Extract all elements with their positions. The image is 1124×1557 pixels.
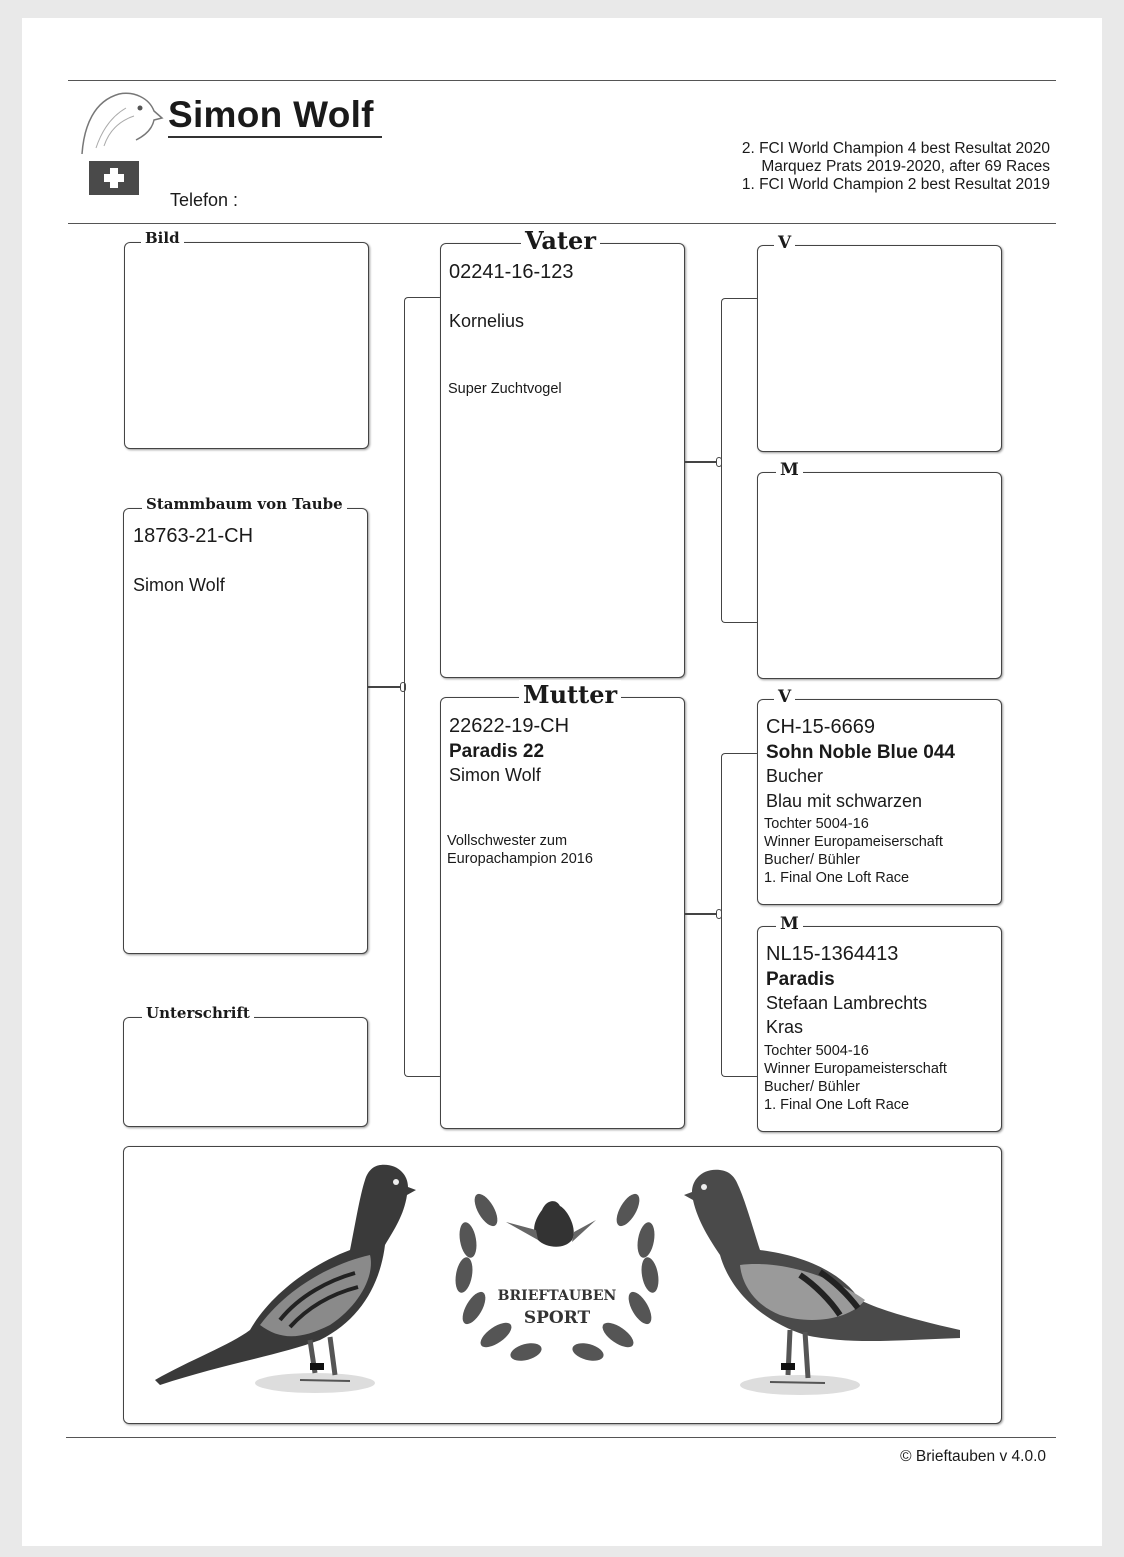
paternal-grandfather-label: V	[774, 233, 795, 253]
pigeon-head-icon	[74, 86, 164, 156]
paternal-grandfather-box	[757, 233, 1002, 452]
paternal-grandmother-box	[757, 460, 1002, 679]
maternal-grandmother-color: Kras	[766, 1017, 804, 1037]
mother-owner: Simon Wolf	[449, 765, 541, 785]
phone-label: Telefon :	[170, 190, 239, 210]
signature-label: Unterschrift	[142, 1004, 254, 1022]
maternal-grandfather-note: Tochter 5004-16	[764, 816, 869, 832]
connector-line	[368, 686, 404, 688]
mother-name: Paradis 22	[449, 741, 545, 762]
paternal-grandmother-label: M	[776, 460, 803, 480]
swiss-flag-icon	[89, 161, 139, 195]
maternal-bracket	[721, 753, 758, 1077]
maternal-grandmother-box	[757, 914, 1002, 1132]
father-ring: 02241-16-123	[449, 261, 574, 283]
maternal-grandfather-box	[757, 687, 1002, 905]
owner-name: Simon Wolf	[168, 94, 374, 135]
paternal-bracket	[721, 298, 758, 623]
maternal-grandmother-owner: Stefaan Lambrechts	[766, 993, 928, 1013]
achievement-1: 2. FCI World Champion 4 best Resultat 2020	[741, 140, 1050, 157]
mother-box	[440, 680, 685, 1129]
maternal-grandmother-note: 1. Final One Loft Race	[764, 1097, 910, 1113]
mother-ring: 22622-19-CH	[449, 715, 570, 737]
photo-box	[124, 229, 369, 449]
signature-box	[123, 1004, 368, 1127]
maternal-grandmother-name: Paradis	[766, 969, 835, 990]
brieftauben-sport-logo	[446, 1170, 668, 1370]
mother-note-2: Europachampion 2016	[447, 851, 593, 867]
maternal-grandmother-ring: NL15-1364413	[766, 943, 899, 965]
maternal-grandmother-note: Tochter 5004-16	[764, 1043, 869, 1059]
left-pigeon-illustration	[150, 1155, 430, 1400]
mother-note-1: Vollschwester zum	[447, 833, 568, 849]
father-name: Kornelius	[449, 311, 525, 331]
maternal-grandfather-note: Bucher/ Bühler	[764, 852, 860, 868]
pigeon-ring: 18763-21-CH	[133, 525, 254, 547]
right-pigeon-illustration	[680, 1160, 970, 1400]
owner-underline	[168, 136, 382, 138]
maternal-grandfather-note: Winner Europameiserschaft	[764, 834, 943, 850]
copyright: © Brieftauben v 4.0.0	[900, 1448, 1046, 1465]
father-label: Vater	[521, 226, 600, 255]
maternal-grandmother-note: Bucher/ Bühler	[764, 1079, 860, 1095]
achievements	[742, 140, 1050, 194]
laurel-wreath-icon	[446, 1170, 668, 1370]
pigeon-box	[123, 495, 368, 954]
logo-line-1: BRIEFTAUBEN	[497, 1288, 617, 1304]
maternal-grandmother-label: M	[776, 914, 803, 934]
footer-divider	[66, 1437, 1056, 1438]
parents-bracket	[404, 297, 441, 1077]
header-divider	[68, 223, 1056, 224]
maternal-grandmother-note: Winner Europameisterschaft	[764, 1061, 947, 1077]
achievement-2: Marquez Prats 2019-2020, after 69 Races	[761, 158, 1050, 175]
maternal-grandfather-owner: Bucher	[766, 766, 824, 786]
maternal-grandfather-color: Blau mit schwarzen	[766, 791, 923, 811]
pigeon-owner: Simon Wolf	[133, 575, 225, 595]
father-note: Super Zuchtvogel	[448, 381, 562, 397]
top-divider	[68, 80, 1056, 81]
pigeon-box-label: Stammbaum von Taube	[142, 495, 347, 513]
achievement-3: 1. FCI World Champion 2 best Resultat 2019	[741, 176, 1050, 193]
maternal-grandfather-name: Sohn Noble Blue 044	[766, 742, 955, 763]
photo-label: Bild	[141, 229, 184, 247]
maternal-grandfather-ring: CH-15-6669	[766, 716, 875, 738]
father-box	[440, 226, 685, 678]
maternal-grandfather-note: 1. Final One Loft Race	[764, 870, 910, 886]
maternal-grandfather-label: V	[774, 687, 795, 707]
logo-line-2: SPORT	[523, 1308, 591, 1328]
mother-label: Mutter	[519, 680, 621, 709]
